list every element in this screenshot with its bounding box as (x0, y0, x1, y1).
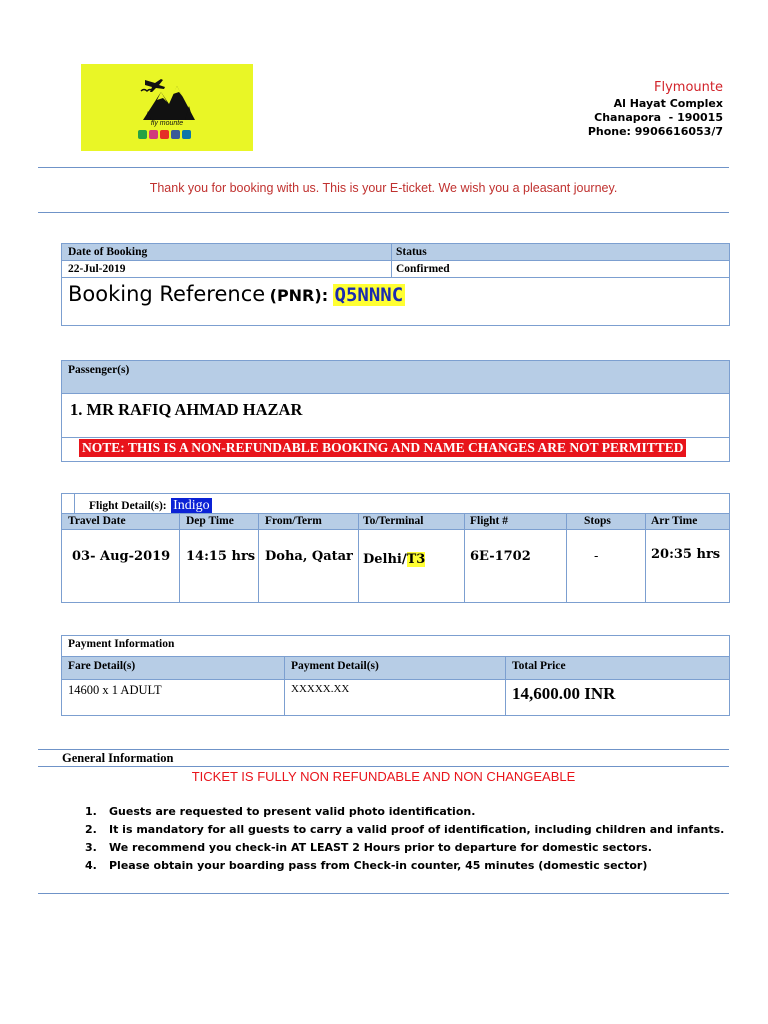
list-item: 2. It is mandatory for all guests to carry a valid proof of identification, including children and infants. (85, 823, 725, 836)
logo-brand-text: fly mounte (150, 120, 184, 127)
airline-name: Indigo (173, 498, 210, 513)
payment-information-label: Payment Information (68, 638, 175, 650)
dep-time-value: 14:15 hrs (186, 549, 256, 564)
list-item: 4. Please obtain your boarding pass from Check-in counter, 45 minutes (domestic sector) (85, 859, 648, 872)
payment-box (61, 635, 730, 716)
to-city: Delhi/ (363, 552, 407, 567)
col-dep-time: Dep Time (186, 515, 234, 527)
instagram-icon (149, 130, 158, 139)
thank-you-message: Thank you for booking with us. This is your E-ticket. We wish you a pleasant journey. (149, 181, 618, 195)
col-stops: Stops (584, 515, 611, 527)
company-name: Flymounte (654, 80, 723, 95)
general-info-list (85, 803, 724, 875)
date-of-booking-value: 22-Jul-2019 (68, 263, 126, 275)
col-to-terminal: To/Terminal (363, 515, 424, 527)
divider (38, 167, 729, 168)
booking-reference (68, 282, 405, 306)
booking-box (61, 243, 730, 326)
passenger-name: 1. MR RAFIQ AHMAD HAZAR (70, 400, 303, 419)
flight-box (61, 493, 730, 603)
non-refundable-note: NOTE: THIS IS A NON-REFUNDABLE BOOKING AND NAME CHANGES ARE NOT PERMITTED (79, 439, 686, 457)
non-refundable-warning: TICKET IS FULLY NON REFUNDABLE AND NON CHANGEABLE (191, 769, 576, 784)
col-from-term: From/Term (265, 515, 322, 527)
divider (38, 766, 729, 767)
divider (38, 212, 729, 213)
stops-value: - (594, 549, 599, 564)
fare-value: 14600 x 1 ADULT (68, 683, 162, 697)
facebook-icon (171, 130, 180, 139)
linkedin-icon (182, 130, 191, 139)
status-value: Confirmed (396, 263, 450, 275)
list-item: 3. We recommend you check-in AT LEAST 2 Hours prior to departure for domestic sectors. (85, 841, 652, 854)
general-information-label: General Information (62, 751, 174, 765)
passengers-label: Passenger(s) (68, 364, 130, 376)
flight-number-value: 6E-1702 (470, 549, 531, 564)
travel-date-value: 03- Aug-2019 (72, 549, 171, 564)
fare-detail-label: Fare Detail(s) (68, 660, 136, 672)
from-value: Doha, Qatar (265, 549, 353, 564)
payment-value: XXXXX.XX (291, 683, 350, 695)
arr-time-value: 20:35 hrs (651, 547, 721, 562)
divider (38, 893, 729, 894)
booking-reference-label: Booking Reference (68, 282, 266, 306)
company-address-2: Chanapora - 190015 (594, 111, 723, 124)
flight-detail-heading (89, 496, 212, 514)
divider (38, 749, 729, 750)
date-of-booking-label: Date of Booking (68, 246, 148, 258)
social-icons (138, 130, 191, 139)
total-price-value: 14,600.00 INR (512, 684, 616, 703)
total-price-label: Total Price (512, 660, 566, 672)
status-label: Status (396, 246, 427, 258)
to-terminal: T3 (406, 552, 426, 567)
pnr-label: (PNR): (269, 286, 329, 305)
pnr-value: Q5NNNC (334, 284, 404, 306)
passengers-box (61, 360, 730, 462)
whatsapp-icon (138, 130, 147, 139)
flight-detail-label: Flight Detail(s): (89, 500, 167, 512)
company-phone: Phone: 9906616053/7 (587, 125, 723, 138)
col-flight-number: Flight # (470, 515, 509, 527)
list-item: 1. Guests are requested to present valid photo identification. (85, 805, 476, 818)
company-logo (81, 64, 253, 151)
payment-detail-label: Payment Detail(s) (291, 660, 379, 672)
youtube-icon (160, 130, 169, 139)
col-travel-date: Travel Date (68, 515, 126, 527)
to-value (363, 550, 425, 568)
company-info (588, 80, 723, 139)
col-arr-time: Arr Time (651, 515, 698, 527)
company-address-1: Al Hayat Complex (613, 97, 723, 110)
